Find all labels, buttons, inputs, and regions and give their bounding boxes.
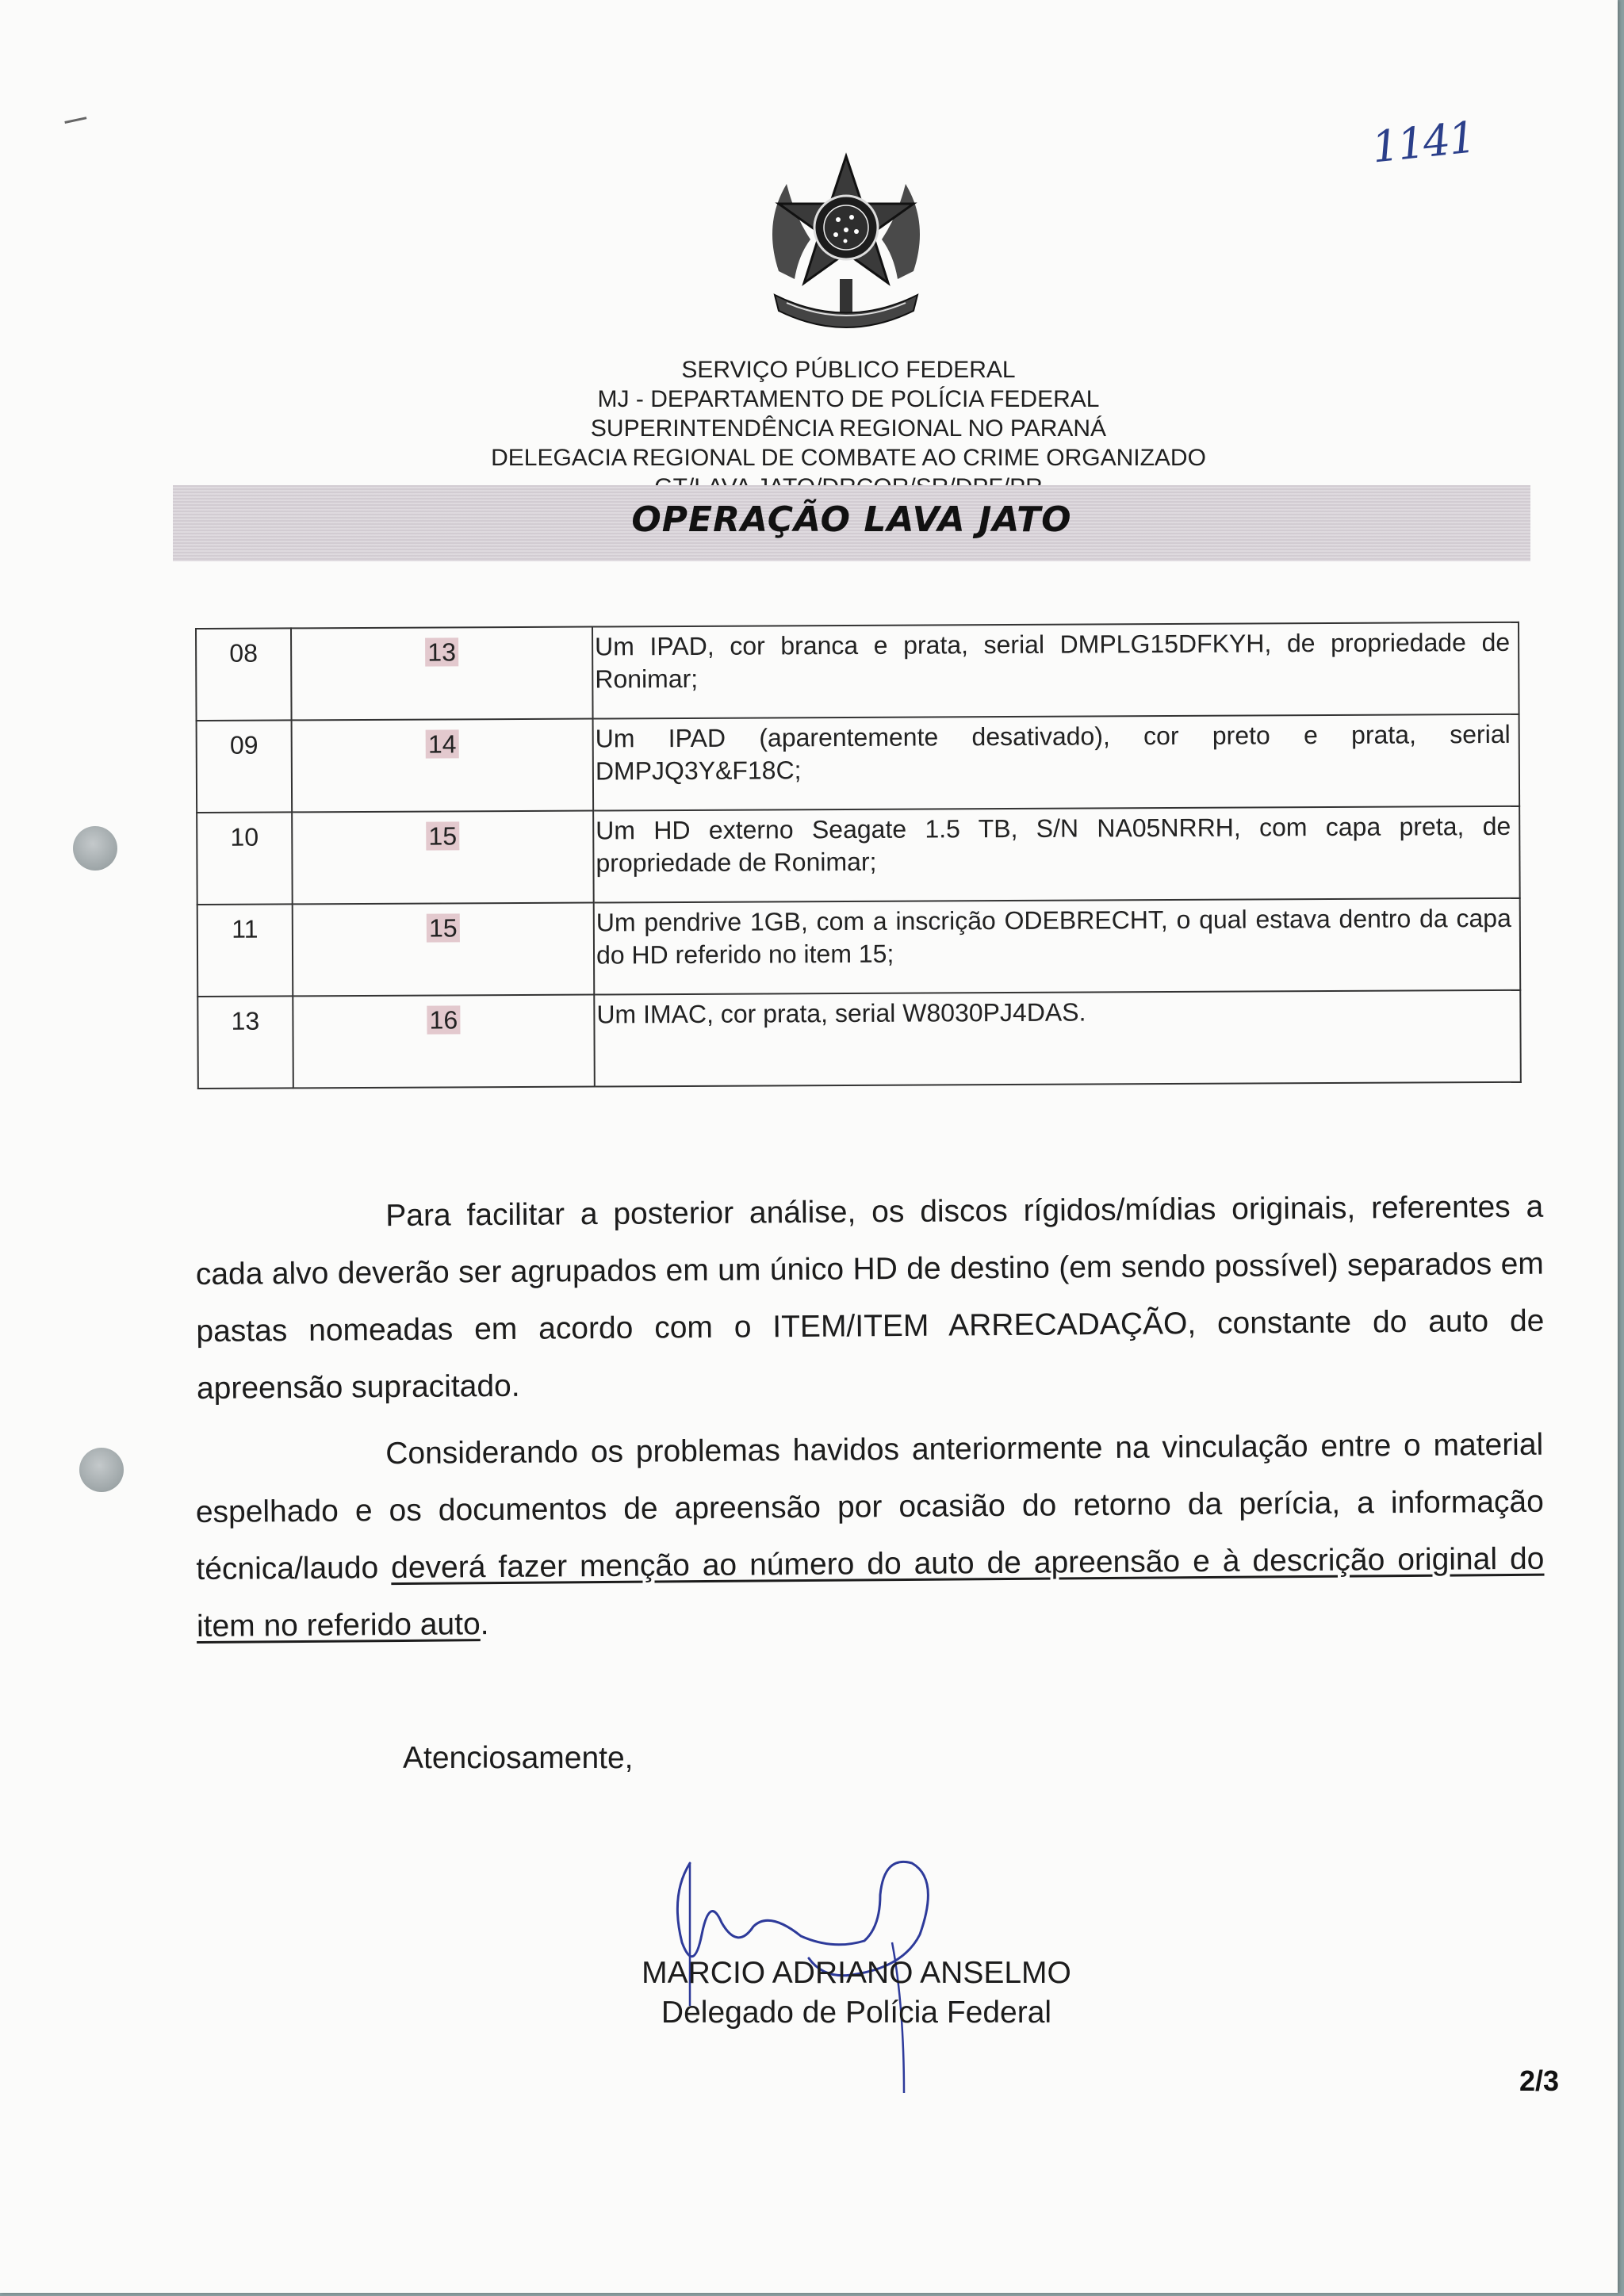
table-row <box>197 806 1520 905</box>
arrecadacao-number: 13 <box>425 637 458 666</box>
signatory-name: MARCIO ADRIANO ANSELMO <box>642 1956 1071 1990</box>
item-description: Um HD externo Seagate 1.5 TB, S/N NA05NRRH, com capa preta, de propriedade de Ronimar; <box>593 806 1520 903</box>
closing-salutation: Atenciosamente, <box>403 1741 634 1775</box>
document-header <box>317 355 1380 502</box>
item-description: Um IPAD, cor branca e prata, serial DMPLG15DFKYH, de propriedade de Ronimar; <box>592 622 1519 719</box>
item-description: Um IPAD (aparentemente desativado), cor preto e prata, serial DMPJQ3Y&F18C; <box>593 714 1520 811</box>
punch-hole <box>79 1448 124 1492</box>
operation-title: OPERAÇÃO LAVA JATO <box>631 499 1072 540</box>
seized-items-table <box>195 622 1522 1089</box>
header-line-delegacia: DELEGACIA REGIONAL DE COMBATE AO CRIME ORGANIZADO <box>491 445 1206 471</box>
header-line-superintendencia: SUPERINTENDÊNCIA REGIONAL NO PARANÁ <box>590 415 1107 442</box>
underlined-instruction: deverá fazer menção ao número do auto de apreensão e à descrição original do item no referido auto <box>196 1541 1545 1644</box>
item-number: 13 <box>197 996 293 1089</box>
header-line-departamento: MJ - DEPARTAMENTO DE POLÍCIA FEDERAL <box>597 386 1100 412</box>
handwritten-page-number: 1141 <box>1369 112 1477 173</box>
paragraph-analise: Para facilitar a posterior análise, os discos rígidos/mídias originais, referentes a cada alvo deverão ser agrupados em um único HD de destino (em sendo possível) separados em pastas nomeadas em acordo com o ITEM/ITEM ARRECADAÇÃO, constante do auto de apreensão supracitado. <box>195 1189 1545 1406</box>
table-row <box>197 714 1520 813</box>
item-number: 08 <box>196 628 292 721</box>
signatory-block <box>603 1954 1110 2033</box>
item-description: Um pendrive 1GB, com a inscrição ODEBRECHT, o qual estava dentro da capa do HD referido no item 15; <box>594 898 1521 995</box>
scan-mark <box>64 117 87 128</box>
table-row <box>197 898 1521 997</box>
page-number: 2/3 <box>1519 2064 1560 2097</box>
item-description: Um IMAC, cor prata, serial W8030PJ4DAS. <box>594 990 1521 1087</box>
arrecadacao-number: 14 <box>426 729 459 758</box>
punch-hole <box>73 826 117 871</box>
arrecadacao-number: 15 <box>426 821 459 850</box>
operation-banner <box>173 485 1530 561</box>
arrecadacao-number: 15 <box>427 913 460 942</box>
signatory-title: Delegado de Polícia Federal <box>661 1996 1052 2030</box>
item-number: 10 <box>197 812 293 905</box>
coat-of-arms-seal <box>763 152 929 336</box>
item-number: 11 <box>197 904 293 997</box>
item-number: 09 <box>197 720 293 813</box>
table-row <box>197 990 1521 1089</box>
table-row <box>196 622 1519 721</box>
paragraph-vinculacao: Considerando os problemas havidos anteriormente na vinculação entre o material espelhado e os documentos de apreensão por ocasião do retorno da perícia, a informação técnica/laudo deverá fazer menção ao número do auto de apreensão e à descrição original do item no referido auto. <box>195 1427 1545 1644</box>
header-line-servico: SERVIÇO PÚBLICO FEDERAL <box>681 357 1016 383</box>
arrecadacao-number: 16 <box>427 1005 461 1034</box>
